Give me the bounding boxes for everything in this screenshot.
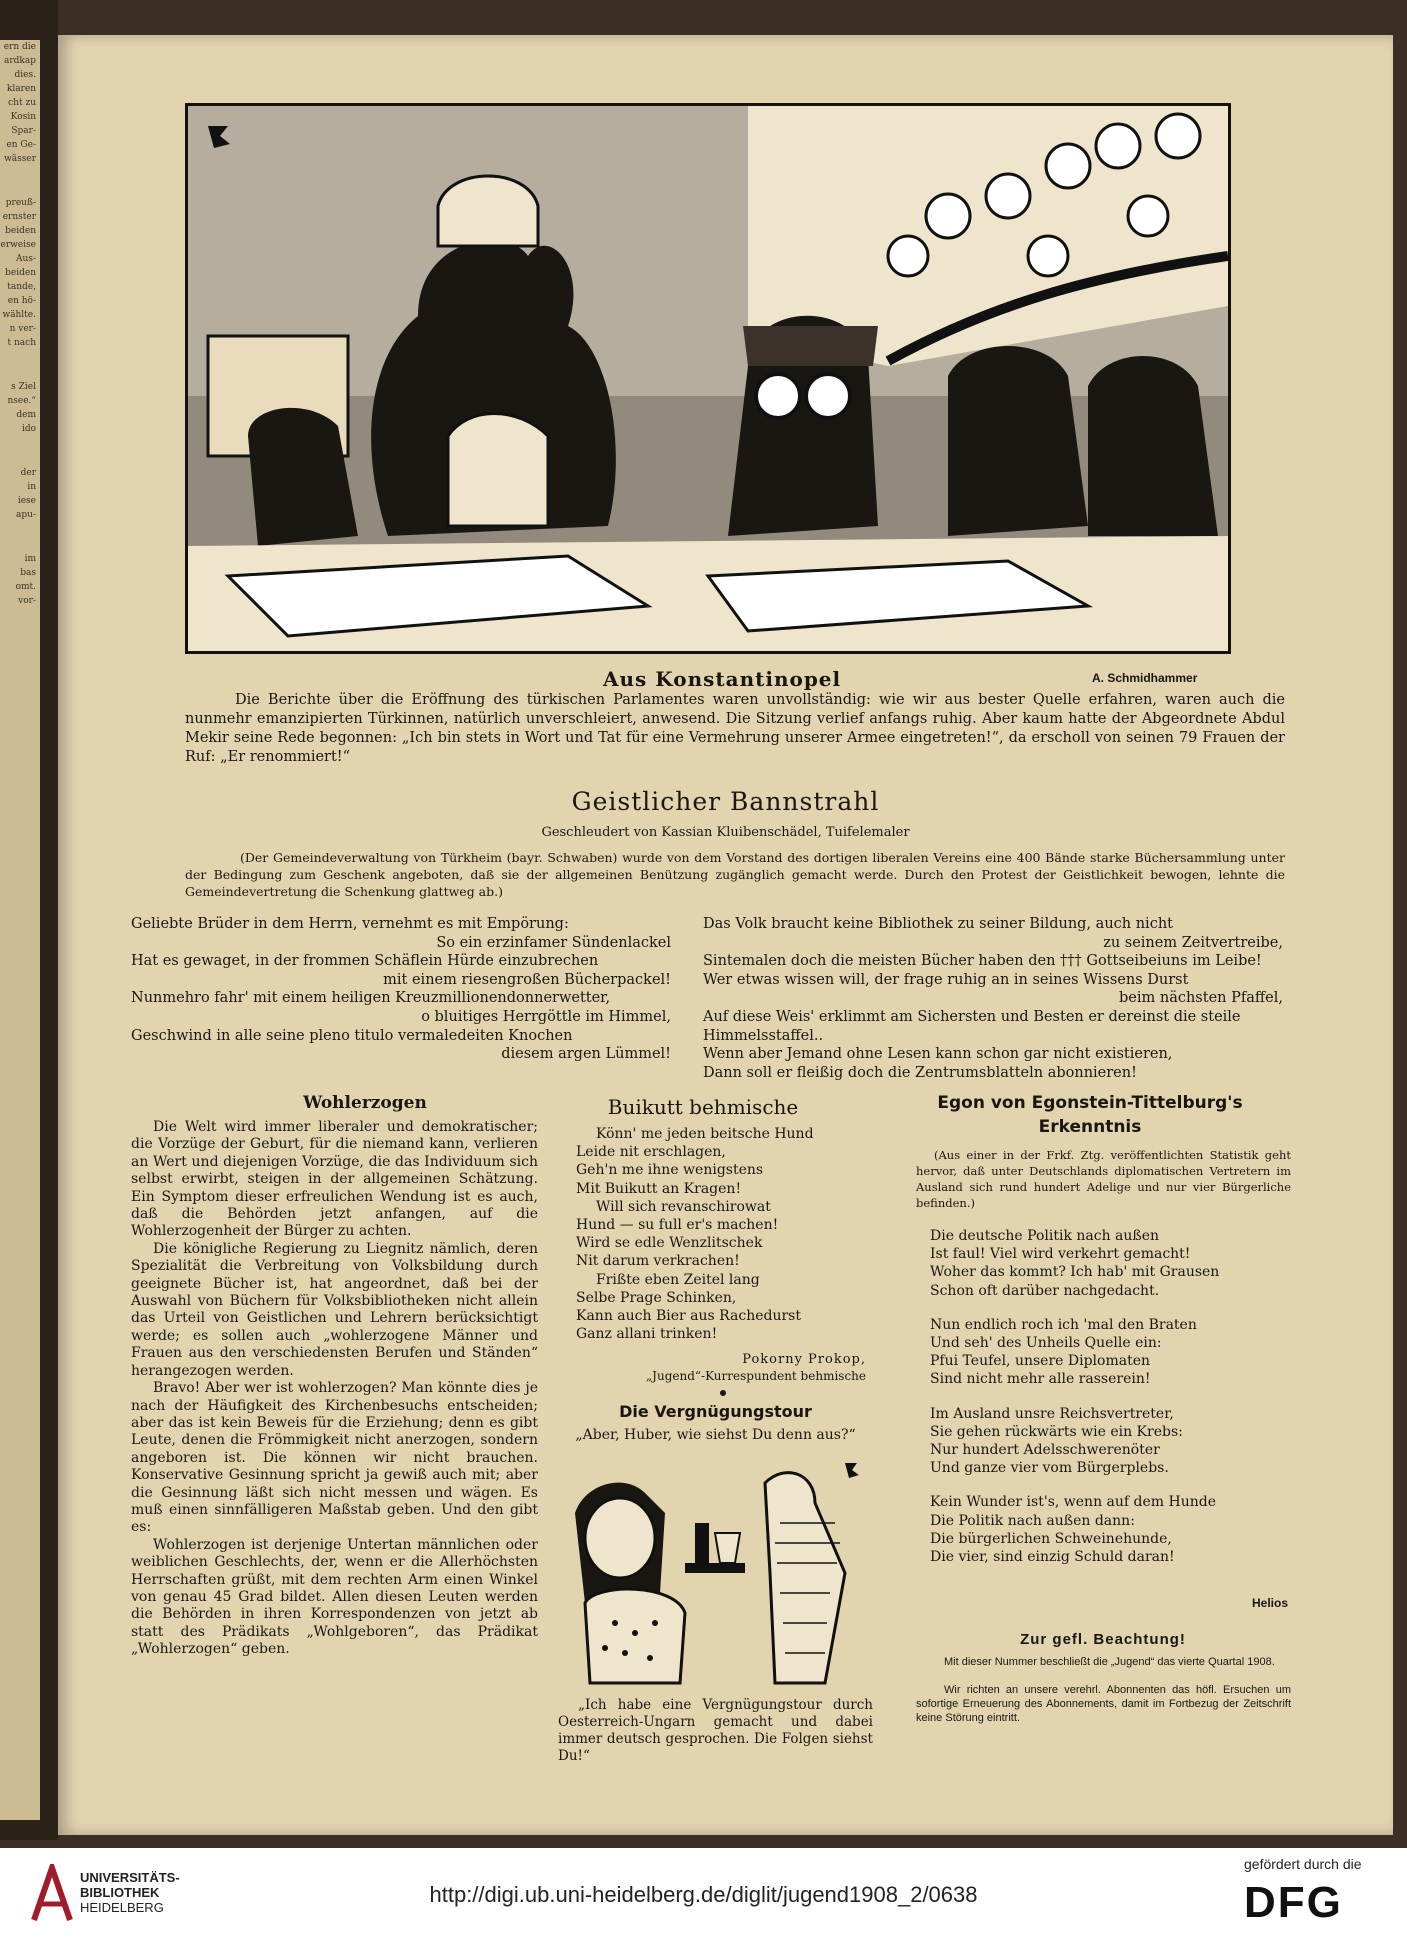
bannstrahl-note: (Der Gemeindeverwaltung von Türkheim (bayr. Schwaben) wurde von dem Vorstand des dortigen liberalen Vereins eine 400 Bände starke Büchersammlung unter der Bedingung zum Geschenk angeboten, daß sie der allgemeinen Benützung zugänglich gemacht werde. Durch den Protest der Geistlichkeit bewogen, lehnte die Gemeindevertretung die Schenkung glattweg ab.) <box>185 850 1285 899</box>
margin-fragment: beiden <box>5 226 36 236</box>
caption-title: Aus Konstantinopel <box>603 667 842 691</box>
previous-page-margin <box>0 40 40 1820</box>
poem-line: Kein Wunder ist's, wenn auf dem Hunde <box>930 1494 1216 1511</box>
poem-line: Will sich revanschirowat <box>596 1198 771 1215</box>
egon-title-2: Erkenntnis <box>1038 1117 1142 1137</box>
margin-fragment: ern die <box>3 42 36 52</box>
poem-line: Leide nit erschlagen, <box>576 1144 726 1161</box>
poem-line: Hat es gewaget, in der frommen Schäflein Hürde einzubrechen <box>131 953 599 970</box>
poem-line: Selbe Prage Schinken, <box>576 1289 737 1306</box>
poem-line: Nun endlich roch ich 'mal den Braten <box>930 1316 1197 1333</box>
margin-fragment: n ver- <box>9 324 36 334</box>
poem-line: Sind nicht mehr alle rasserein! <box>930 1371 1151 1388</box>
poem-line: Und ganze vier vom Bürgerplebs. <box>930 1460 1169 1477</box>
stanza-gap <box>930 1477 1290 1493</box>
margin-fragment: dem <box>16 410 36 420</box>
margin-fragment: preuß- <box>5 198 36 208</box>
margin-fragment: s Ziel <box>11 382 36 392</box>
vergnuegung-title: Die Vergnügungstour <box>619 1402 812 1421</box>
poem-line: Kann auch Bier aus Rachedurst <box>576 1308 801 1325</box>
buikutt-signature: Pokorny Prokop, <box>742 1352 866 1367</box>
wohlerzogen-title: Wohlerzogen <box>303 1093 427 1113</box>
notice-p1: Mit dieser Nummer beschließt die „Jugend“ das vierte Quartal 1908. <box>944 1656 1275 1668</box>
vergnuegung-caption: „Ich habe eine Vergnügungstour durch Oesterreich-Ungarn gemacht und dabei immer deutsch gesprochen. Die Folgen siehst Du!“ <box>558 1697 873 1764</box>
margin-fragment: ido <box>21 424 36 434</box>
poem-line: Geliebte Brüder in dem Herrn, vernehmt es mit Empörung: <box>131 916 569 932</box>
wohlerzogen-p1: Die Welt wird immer liberaler und demokratischer; die Vorzüge der Geburt, für die niemand kann, verlieren an Wert und diejenigen Vorzüge, die das Individuum sich selbst erwirbt, steigen in der allgemeinen Schätzung. Ein Symptom dieser erfreulichen Wendung ist es auch, daß die Behörden jetzt anfangen, auf die Wohlerzogenheit der Bürger zu achten. <box>131 1119 538 1240</box>
library-line-2: BIBLIOTHEK <box>80 1885 160 1900</box>
poem-line: Wenn aber Jemand ohne Lesen kann schon gar nicht existieren, <box>703 1046 1173 1063</box>
margin-fragment: klaren <box>6 84 36 94</box>
poem-line: Nur hundert Adelsschwerenöter <box>930 1442 1160 1459</box>
poem-line: Hund — su full er's machen! <box>576 1217 779 1234</box>
margin-fragment: Kosin <box>10 112 36 122</box>
separator-dot <box>720 1390 726 1396</box>
poem-line: Sie gehen rückwärts wie ein Krebs: <box>930 1423 1183 1440</box>
wohlerzogen-body <box>131 1119 538 1659</box>
margin-fragment: t nach <box>7 338 36 348</box>
funding-label: gefördert durch die <box>1244 1856 1362 1872</box>
poem-line: Die Politik nach außen dann: <box>930 1512 1135 1529</box>
poem-line: Nunmehro fahr' mit einem heiligen Kreuzmillionendonnerwetter, <box>131 990 611 1007</box>
cartoon-konstantinopel <box>185 103 1231 654</box>
poem-line: Wird se edle Wenzlitschek <box>576 1235 763 1252</box>
poem-line: Auf diese Weis' erklimmt am Sichersten und Besten er dereinst die steile Himmelsstaffel.. <box>703 1008 1241 1044</box>
buikutt-title: Buikutt behmische <box>607 1095 799 1119</box>
tourist-cartoon <box>545 1453 875 1693</box>
poem-line: So ein erzinfamer Sündenlackel <box>436 934 671 951</box>
margin-fragment: erweise <box>0 240 36 250</box>
margin-fragment: der <box>20 468 36 478</box>
bannstrahl-right <box>703 915 1283 1082</box>
margin-fragment: vor- <box>18 596 36 606</box>
poem-line: Frißte eben Zeitel lang <box>596 1271 760 1288</box>
vergnuegung-quote: „Aber, Huber, wie siehst Du denn aus?“ <box>575 1427 856 1443</box>
poem-line: beim nächsten Pfaffel, <box>1119 990 1283 1007</box>
margin-fragment: Aus- <box>16 254 36 264</box>
margin-fragment: nsee.“ <box>7 396 36 406</box>
library-line-1: UNIVERSITÄTS- <box>80 1870 180 1885</box>
margin-fragment: en hö- <box>7 296 36 306</box>
notice-p2: Wir richten an unsere verehrl. Abonnenten das höfl. Ersuchen um sofortige Erneuerung des Abonnements, damit im Fortbezug der Zeitschrift keine Störung eintritt. <box>916 1684 1291 1724</box>
stanza-gap <box>930 1300 1290 1316</box>
poem-line: Mit Buikutt an Kragen! <box>576 1180 742 1197</box>
margin-fragment: in <box>27 482 36 492</box>
poem-line: o bluitiges Herrgöttle im Himmel, <box>421 1008 671 1025</box>
poem-line: Die bürgerlichen Schweinehunde, <box>930 1530 1172 1547</box>
source-url[interactable]: http://digi.ub.uni-heidelberg.de/diglit/jugend1908_2/0638 <box>429 1882 978 1907</box>
poem-line: Im Ausland unsre Reichsvertreter, <box>930 1405 1174 1422</box>
poem-line: mit einem riesengroßen Bücherpackel! <box>383 971 671 988</box>
buikutt-signature2: „Jugend“-Kurrespundent behmische <box>645 1369 866 1383</box>
margin-fragment: beiden <box>5 268 36 278</box>
poem-line: Schon oft darüber nachgedacht. <box>930 1282 1160 1299</box>
poem-line: Und seh' des Unheils Quelle ein: <box>930 1335 1162 1352</box>
wohlerzogen-p2: Die königliche Regierung zu Liegnitz nämlich, deren Spezialität die Verbreitung von Volksbildung durch geeignete Bücher ist, hat angeordnet, daß bei der Auswahl von Büchern für Volksbibliotheken nicht allein das Urteil von Geistlichen und Lehrern berücksichtigt werde; es sollen auch „wohlerzogene Männer und Frauen aus den verschiedensten Berufen und Ständen“ herangezogen werden. <box>131 1240 538 1379</box>
bannstrahl-title: Geistlicher Bannstrahl <box>571 787 880 816</box>
vergnuegung-cartoon <box>545 1453 875 1693</box>
magazine-page <box>58 35 1393 1835</box>
egon-poem <box>930 1227 1290 1566</box>
poem-line: diesem argen Lümmel! <box>501 1046 671 1063</box>
margin-fragment: ardkap <box>3 56 36 66</box>
poem-line: Pfui Teufel, unsere Diplomaten <box>930 1353 1150 1370</box>
parliament-illustration <box>188 106 1228 651</box>
margin-fragment: iese <box>17 496 36 506</box>
margin-fragment: en Ge- <box>6 140 36 150</box>
poem-line: Die vier, sind einzig Schuld daran! <box>930 1549 1175 1566</box>
poem-line: Das Volk braucht keine Bibliothek zu seiner Bildung, auch nicht <box>703 916 1173 932</box>
bannstrahl-byline: Geschleudert von Kassian Kluibenschädel, Tuifelemaler <box>541 825 910 840</box>
poem-line: Dann soll er fleißig doch die Zentrumsblatteln abonnieren! <box>703 1064 1137 1081</box>
bannstrahl-left <box>131 915 671 1064</box>
margin-fragment: Spar- <box>11 126 36 136</box>
poem-line: Wer etwas wissen will, der frage ruhig an in seines Wissens Durst <box>703 971 1189 988</box>
margin-fragment: wählte. <box>2 310 36 320</box>
buikutt-poem <box>576 1125 876 1343</box>
margin-fragment: omt. <box>15 582 36 592</box>
notice-title: Zur gefl. Beachtung! <box>1020 1631 1186 1648</box>
stanza-gap <box>930 1389 1290 1405</box>
caption-artist: A. Schmidhammer <box>1092 671 1198 685</box>
poem-line: Könn' me jeden beitsche Hund <box>596 1126 814 1142</box>
margin-fragment: apu- <box>16 510 36 520</box>
poem-line: Geh'n me ihne wenigstens <box>576 1162 764 1179</box>
egon-signature: Helios <box>1251 1596 1288 1610</box>
poem-line: Nit darum verkrachen! <box>576 1253 740 1270</box>
poem-line: Sintemalen doch die meisten Bücher haben den ††† Gottseibeiuns im Leibe! <box>703 953 1262 970</box>
margin-fragment: wässer <box>4 154 36 164</box>
egon-note: (Aus einer in der Frkf. Ztg. veröffentlichten Statistik geht hervor, daß unter Deutschlands diplomatischen Vertretern im Ausland sich rund hundert Adelige und nur vier Bürgerliche befinden.) <box>916 1148 1291 1210</box>
dfg-logo: DFG <box>1244 1878 1343 1927</box>
margin-fragment: im <box>24 554 36 564</box>
margin-fragment: cht zu <box>8 98 36 108</box>
poem-line: Die deutsche Politik nach außen <box>930 1228 1160 1244</box>
poem-line: Ganz allani trinken! <box>576 1326 718 1343</box>
poem-line: zu seinem Zeitvertreibe, <box>1103 934 1283 951</box>
poem-line: Woher das kommt? Ich hab' mit Grausen <box>930 1264 1220 1281</box>
margin-fragment: ernster <box>2 212 36 222</box>
footer-bar <box>0 1848 1407 1942</box>
poem-line: Geschwind in alle seine pleno titulo vermaledeiten Knochen <box>131 1027 573 1044</box>
poem-line: Ist faul! Viel wird verkehrt gemacht! <box>930 1246 1191 1263</box>
wohlerzogen-p3: Bravo! Aber wer ist wohlerzogen? Man könnte dies je nach der Häufigkeit des Kirchenbesuchs entscheiden; aber das ist kein Beweis für die Erziehung; denn es gibt Leute, denen die Frömmigkeit nicht anerzogen, sondern angeboren ist. Die können wir nicht brauchen. Konservative Gesinnung spricht ja gewiß auch mit; aber die Gesinnung läßt sich nicht messen und wägen. Es muß einen sinnfälligeren Maßstab geben. Und den gibt es: <box>131 1380 538 1536</box>
library-line-3: HEIDELBERG <box>80 1900 164 1915</box>
margin-fragment: tande, <box>7 282 36 292</box>
caption-text: Die Berichte über die Eröffnung des türkischen Parlamentes waren unvollständig: wie wir aus bester Quelle erfahren, waren auch die nunmehr emanzipierten Türkinnen, natürlich unverschleiert, anwesend. Die Sitzung verlief anfangs ruhig. Aber kaum hatte der Abgeordnete Abdul Mekir seine Rede begonnen: „Ich bin stets in Wort und Tat für eine Vermehrung unserer Armee eingetreten!“, da erscholl von seinen 79 Frauen der Ruf: „Er renommiert!“ <box>185 692 1285 765</box>
margin-fragment: dies. <box>14 70 36 80</box>
wohlerzogen-p4: Wohlerzogen ist derjenige Untertan männlichen oder weiblichen Geschlechts, der, wenn er die Allerhöchsten Herrschaften grüßt, mit dem rechten Arm einen Winkel von genau 45 Grad bildet. Allen diesen Leuten werden die Behörden in ihren Korrespondenzen von jetzt ab statt des Prädikats „Wohlgeboren“, das Prädikat „Wohlerzogen“ geben. <box>131 1536 538 1658</box>
margin-fragment: bas <box>20 568 36 578</box>
egon-title-1: Egon von Egonstein-Tittelburg's <box>937 1093 1243 1113</box>
